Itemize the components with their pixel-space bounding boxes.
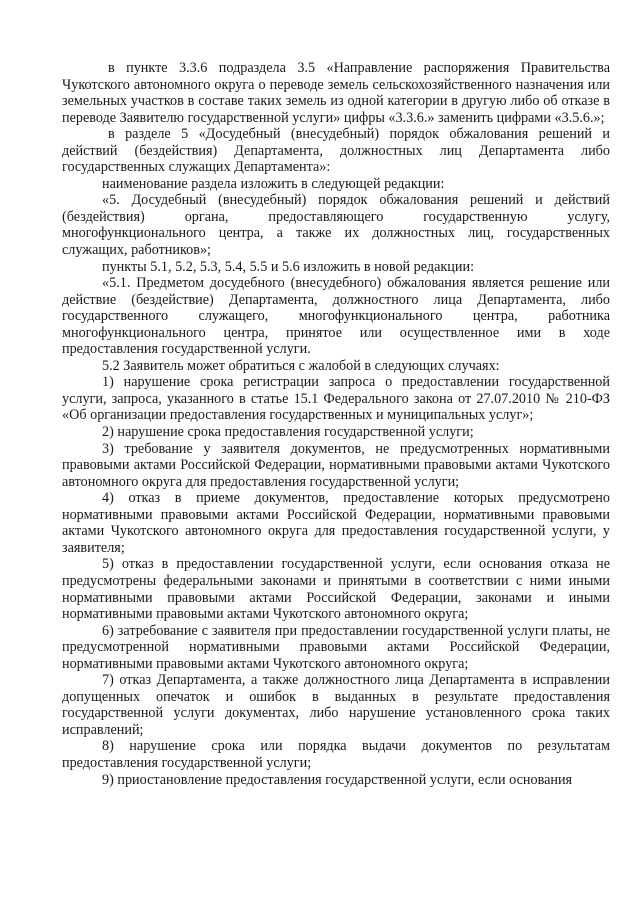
paragraph-items-instruction: пункты 5.1, 5.2, 5.3, 5.4, 5.5 и 5.6 изложить в новой редакции: <box>102 258 475 275</box>
paragraph-5-2: 5.2 Заявитель может обратиться с жалобой в следующих случаях: <box>102 357 500 374</box>
list-item-5: 5) отказ в предоставлении государственной услуги, если основания отказа не предусмотрены федеральными законами и принятыми в соответствии с ними иными нормативными правовыми актами Российской Федерации, законами и иными нормативными правовыми актами Чукотского автономного округа; <box>62 556 610 623</box>
paragraph-3-3-6-replacement: в пункте 3.3.6 подраздела 3.5 «Направление распоряжения Правительства Чукотского автономного округа о переводе земель сельскохозяйственного назначения или земельных участков в составе таких земель из одной категории в другую либо об отказе в переводе Заявителю государственной услуги» цифры «3.3.6.» заменить цифрами «3.5.6.»; <box>62 60 610 126</box>
list-item-8: 8) нарушение срока или порядка выдачи документов по результатам предоставления государственной услуги; <box>62 738 610 771</box>
document-body <box>62 60 610 788</box>
list-item-6: 6) затребование с заявителя при предоставлении государственной услуги платы, не предусмотренной нормативными правовыми актами Российской Федерации, нормативными правовыми актами Чукотского автономного округа; <box>62 622 610 672</box>
list-item-1: 1) нарушение срока регистрации запроса о предоставлении государственной услуги, запроса, указанного в статье 15.1 Федерального закона от 27.07.2010 № 210-ФЗ «Об организации предоставления государственных и муниципальных услуг»; <box>62 374 610 424</box>
paragraph-section-title-instruction: наименование раздела изложить в следующей редакции: <box>102 175 445 192</box>
paragraph-section-5-new-title: «5. Досудебный (внесудебный) порядок обжалования решений и действий (бездействия) органа, предоставляющего государственную услугу, многофункционального центра, а также их должностных лиц, государственных служащих, работников»; <box>62 192 610 259</box>
paragraph-5-1: «5.1. Предметом досудебного (внесудебного) обжалования является решение или действие (бездействие) Департамента, должностного лица Департамента, либо государственного служащего, многофункционального центра, работника многофункционального центра, принятое или осуществленное ими в ходе предоставления государственной услуги. <box>62 275 610 358</box>
list-item-7: 7) отказ Департамента, а также должностного лица Департамента в исправлении допущенных опечаток и ошибок в выданных в результате предоставления государственной услуги документах, либо нарушение установленного срока таких исправлений; <box>62 672 610 738</box>
paragraph-section-5-intro: в разделе 5 «Досудебный (внесудебный) порядок обжалования решений и действий (бездействия) Департамента, должностных лиц Департамента либо государственных служащих Департамента»: <box>62 126 610 176</box>
list-item-4: 4) отказ в приеме документов, предоставление которых предусмотрено нормативными правовыми актами Российской Федерации, нормативными правовыми актами Чукотского автономного округа для предоставления государственной услуги, у заявителя; <box>62 490 610 556</box>
list-item-3: 3) требование у заявителя документов, не предусмотренных нормативными правовыми актами Российской Федерации, нормативными правовыми актами Чукотского автономного округа для предоставления государственной услуги; <box>62 440 610 490</box>
list-item-9: 9) приостановление предоставления государственной услуги, если основания <box>102 771 573 788</box>
list-item-2: 2) нарушение срока предоставления государственной услуги; <box>102 424 474 441</box>
